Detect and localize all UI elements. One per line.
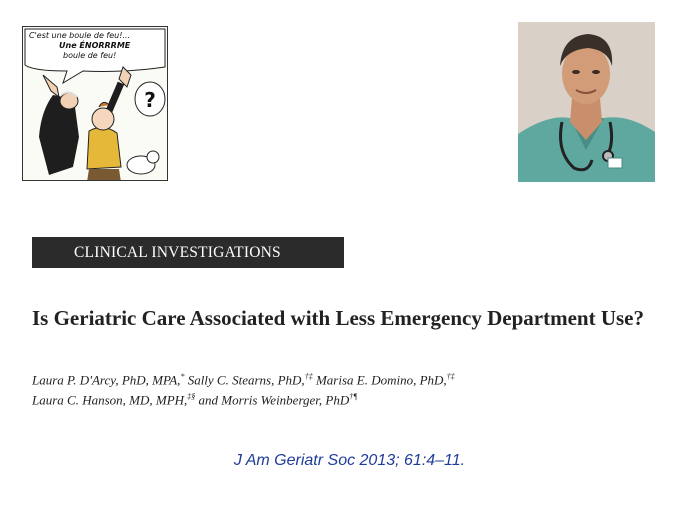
author-affiliation-mark: †‡ (304, 372, 313, 381)
comic-panel (22, 26, 168, 181)
author-list (32, 368, 632, 409)
author-name: Laura C. Hanson, MD, MPH, (32, 392, 188, 408)
bubble-line-1: C'est une boule de feu!... (29, 31, 131, 40)
section-banner: CLINICAL INVESTIGATIONS (32, 237, 344, 268)
bubble-line-3: boule de feu! (63, 51, 117, 60)
article-title: Is Geriatric Care Associated with Less Emergency Department Use? (32, 306, 644, 330)
doctor-photo (518, 22, 655, 182)
author-name: Marisa E. Domino, PhD, (315, 372, 447, 388)
author-name: Sally C. Stearns, PhD, (187, 372, 305, 388)
author-name: and Morris Weinberger, PhD (198, 392, 350, 408)
question-mark: ? (144, 88, 156, 112)
author-affiliation-mark: * (180, 372, 185, 381)
citation-text: J Am Geriatr Soc 2013; 61:4–11. (233, 452, 466, 469)
author-affiliation-mark: †¶ (349, 392, 358, 402)
author-name: Laura P. D'Arcy, PhD, MPA, (32, 372, 181, 388)
doctor-illustration (518, 22, 655, 182)
journal-citation (0, 452, 685, 470)
author-affiliation-mark: ‡§ (187, 392, 196, 402)
author-affiliation-mark: †‡ (446, 372, 455, 381)
bubble-line-2: Une ÉNORRRME (59, 41, 131, 50)
